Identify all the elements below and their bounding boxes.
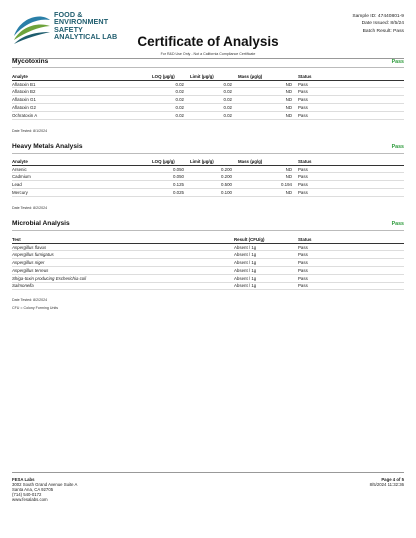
test-name: Aspergillus niger xyxy=(12,259,234,267)
section-divider xyxy=(12,67,404,68)
heavy-metals-title: Heavy Metals Analysis xyxy=(12,143,83,150)
header-divider xyxy=(12,58,404,59)
analyte: Ochratoxin A xyxy=(12,111,152,119)
status: Pass xyxy=(298,80,404,88)
analyte: Lead xyxy=(12,181,152,189)
column-header: Test xyxy=(12,236,234,243)
status: Pass xyxy=(298,96,404,104)
microbial-table xyxy=(12,236,404,290)
loq: 0.02 xyxy=(152,88,190,96)
table-row xyxy=(12,173,404,181)
heavy-metals-status: Pass xyxy=(391,144,404,150)
status: Pass xyxy=(298,104,404,112)
column-header: Analyte xyxy=(12,158,152,165)
date-issued: Date Issued: 8/5/24 xyxy=(361,21,404,27)
test-name: Aspergillus flavus xyxy=(12,243,234,251)
phone: (714) 540-0172 xyxy=(12,492,42,497)
limit: 0.500 xyxy=(190,181,238,189)
footer-divider xyxy=(12,472,404,473)
analyte: Aflatoxin G2 xyxy=(12,104,152,112)
result: Absent / 1g xyxy=(234,274,298,282)
lab-address xyxy=(12,477,77,502)
cfu-note: CFU = Colony Forming Units xyxy=(12,306,59,310)
table-row xyxy=(12,165,404,173)
limit: 0.200 xyxy=(190,165,238,173)
result: Absent / 1g xyxy=(234,243,298,251)
table-row xyxy=(12,259,404,267)
analyte: Mercury xyxy=(12,189,152,197)
mass: ND xyxy=(238,111,298,119)
website-link[interactable]: www.fesalabs.com xyxy=(12,497,48,502)
column-header: Limit (µg/g) xyxy=(190,73,238,80)
document-title: Certificate of Analysis xyxy=(137,34,279,49)
table-row xyxy=(12,189,404,197)
column-header: LOQ (µg/g) xyxy=(152,158,190,165)
status: Pass xyxy=(298,189,404,197)
column-header: Mass (µg/g) xyxy=(238,73,298,80)
sample-info xyxy=(352,13,404,35)
status: Pass xyxy=(298,181,404,189)
test-name: Shiga-toxin producing Escherichia coli xyxy=(12,274,234,282)
table-header-row xyxy=(12,73,404,80)
page-info xyxy=(370,477,404,487)
status: Pass xyxy=(298,274,404,282)
limit: 0.02 xyxy=(190,96,238,104)
loq: 0.025 xyxy=(152,189,190,197)
mycotoxins-date-tested: Date Tested: 8/1/2024 xyxy=(12,129,48,133)
microbial-title: Microbial Analysis xyxy=(12,220,70,227)
loq: 0.02 xyxy=(152,104,190,112)
analyte: Arsenic xyxy=(12,165,152,173)
mass: ND xyxy=(238,165,298,173)
limit: 0.200 xyxy=(190,173,238,181)
analyte: Aflatoxin B1 xyxy=(12,80,152,88)
loq: 0.050 xyxy=(152,173,190,181)
result: Absent / 1g xyxy=(234,259,298,267)
logo-line: FOOD & xyxy=(54,10,83,19)
loq: 0.02 xyxy=(152,111,190,119)
mass: ND xyxy=(238,189,298,197)
address-line: 3002 South Grand Avenue Suite A xyxy=(12,482,78,487)
table-row xyxy=(12,267,404,275)
mass: 0.194 xyxy=(238,181,298,189)
column-header: Limit (µg/g) xyxy=(190,158,238,165)
test-name: Aspergillus fumigatus xyxy=(12,251,234,259)
limit: 0.100 xyxy=(190,189,238,197)
status: Pass xyxy=(298,282,404,290)
table-row xyxy=(12,243,404,251)
logo-line: ENVIRONMENT xyxy=(54,17,109,27)
status: Pass xyxy=(298,88,404,96)
result: Absent / 1g xyxy=(234,267,298,275)
company-name: FESA Labs xyxy=(12,477,35,482)
table-row xyxy=(12,96,404,104)
mycotoxins-table xyxy=(12,73,404,120)
table-row xyxy=(12,251,404,259)
column-header: Analyte xyxy=(12,73,152,80)
mass: ND xyxy=(238,88,298,96)
logo-line: SAFETY xyxy=(54,24,83,34)
status: Pass xyxy=(298,111,404,119)
result: Absent / 1g xyxy=(234,251,298,259)
sample-id: Sample ID: 47440801-9 xyxy=(352,14,404,19)
column-header: Mass (µg/g) xyxy=(238,158,298,165)
result: Absent / 1g xyxy=(234,282,298,290)
column-header: Status xyxy=(298,236,404,243)
limit: 0.02 xyxy=(190,88,238,96)
limit: 0.02 xyxy=(190,111,238,119)
print-timestamp: 8/5/2024 11:32:36 xyxy=(369,482,404,487)
status: Pass xyxy=(298,165,404,173)
table-row xyxy=(12,104,404,112)
status: Pass xyxy=(298,251,404,259)
heavy-metals-date-tested: Date Tested: 8/2/2024 xyxy=(12,206,48,210)
table-row xyxy=(12,88,404,96)
table-header-row xyxy=(12,236,404,243)
status: Pass xyxy=(298,259,404,267)
loq: 0.02 xyxy=(152,80,190,88)
disclaimer-text: For R&D Use Only - Not a California Compliance Certificate xyxy=(160,52,256,56)
column-header: Status xyxy=(298,73,404,80)
microbial-status: Pass xyxy=(391,221,404,227)
limit: 0.02 xyxy=(190,104,238,112)
table-row xyxy=(12,80,404,88)
analyte: Cadmium xyxy=(12,173,152,181)
column-header: LOQ (µg/g) xyxy=(152,73,190,80)
mass: ND xyxy=(238,104,298,112)
section-divider xyxy=(12,153,404,154)
loq: 0.050 xyxy=(152,165,190,173)
microbial-date-tested: Date Tested: 8/2/2024 xyxy=(12,298,48,302)
status: Pass xyxy=(298,173,404,181)
status: Pass xyxy=(298,243,404,251)
table-row xyxy=(12,181,404,189)
table-row xyxy=(12,282,404,290)
mass: ND xyxy=(238,80,298,88)
loq: 0.125 xyxy=(152,181,190,189)
batch-result: Batch Result: Pass xyxy=(362,28,404,34)
table-row xyxy=(12,111,404,119)
page-number: Page 4 of 5 xyxy=(381,477,404,482)
address-line: Santa Ana, CA 92705 xyxy=(12,487,54,492)
limit: 0.02 xyxy=(190,80,238,88)
test-name: Aspergillus terreus xyxy=(12,267,234,275)
status: Pass xyxy=(298,267,404,275)
mycotoxins-status: Pass xyxy=(391,59,404,65)
mass: ND xyxy=(238,96,298,104)
test-name: Salmonella xyxy=(12,282,234,290)
section-divider xyxy=(12,230,404,231)
analyte: Aflatoxin B2 xyxy=(12,88,152,96)
analyte: Aflatoxin G1 xyxy=(12,96,152,104)
column-header: Status xyxy=(298,158,404,165)
column-header: Result (CFU/g) xyxy=(234,236,298,243)
table-header-row xyxy=(12,158,404,165)
mass: ND xyxy=(238,173,298,181)
logo-line: ANALYTICAL LAB xyxy=(54,32,118,42)
loq: 0.02 xyxy=(152,96,190,104)
mycotoxins-title: Mycotoxins xyxy=(12,58,49,65)
table-row xyxy=(12,274,404,282)
heavy-metals-table xyxy=(12,158,404,197)
